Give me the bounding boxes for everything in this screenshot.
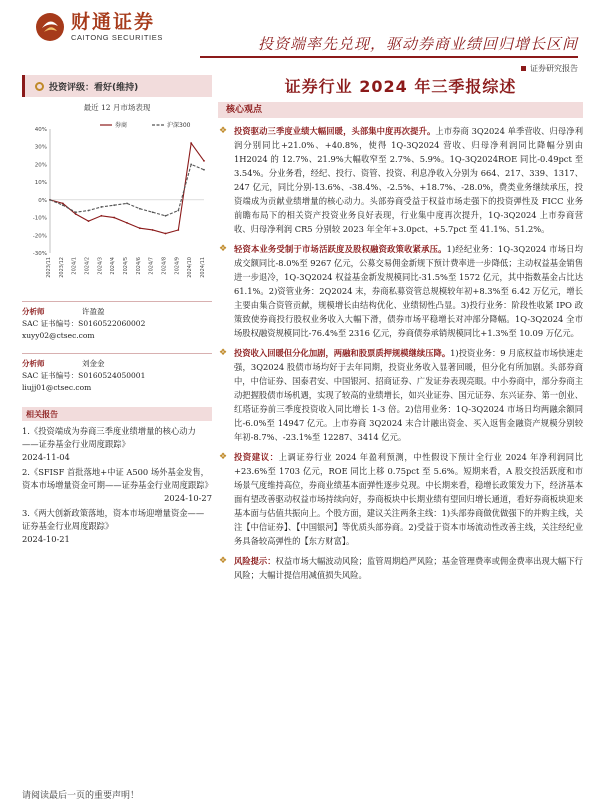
- related-report-date: 2024-11-04: [22, 452, 70, 462]
- point-body: 上调证券行业 2024 年盈利预测，中性假设下预计全行业 2024 年净利润同比+23.6%至 1703 亿元，ROE 同比上移 0.75pct 至 5.6%。短期来看，A 股交投活跃度和市场景气度维持高位，券商业绩基本面弹性逐步兑现。中长期来看，稳增长政策发力下，经济基本面有望改善驱动权益市场持续向好，券商板块中长期业绩有望回归增长通道，看好券商板块迎来基本面与估值共振向上。个股方面，建议关注两条主线：1)头部券商做优做强下的并购主线，关注【中信证券】、【中国银河】等优质头部券商。2)受益于资本市场流动性改善主线，关注经纪业务具备较高弹性的【东方财富】。: [234, 452, 583, 546]
- market-performance-chart: [22, 115, 212, 295]
- x-tick-label: 2024/8: [161, 257, 168, 275]
- related-report-date: 2024-10-21: [22, 534, 70, 544]
- y-tick-label: 30%: [34, 144, 47, 151]
- company-logo: [35, 12, 163, 42]
- logo-text-cn: 财通证券: [71, 11, 156, 33]
- analyst-name: 许盈盈: [82, 307, 105, 316]
- chart-title: 最近 12 月市场表现: [83, 103, 151, 112]
- related-report-title[interactable]: 2.《SFISF 首批落地+中证 A500 场外基金发售，资本市场增量资金可期——证券基金行业周度跟踪》: [22, 467, 213, 490]
- main-content: [218, 75, 583, 582]
- x-tick-label: 2024/6: [135, 257, 142, 275]
- x-tick-label: 2024/9: [174, 257, 181, 275]
- report-type-label: 证券研究报告: [521, 63, 578, 74]
- data-point: [62, 203, 64, 205]
- series-line-0: [50, 143, 204, 233]
- logo-mark-icon: [35, 12, 65, 42]
- diamond-bullet-icon: ❖: [219, 452, 228, 462]
- data-point: [88, 220, 90, 222]
- y-tick-label: -10%: [32, 215, 47, 222]
- data-point: [177, 210, 179, 212]
- x-tick-label: 2024/4: [110, 257, 117, 275]
- data-point: [177, 229, 179, 231]
- chart-svg: [22, 115, 212, 295]
- data-point: [165, 215, 167, 217]
- data-point: [203, 160, 205, 162]
- data-point: [139, 227, 141, 229]
- related-report-date: 2024-10-27: [164, 493, 212, 503]
- rating-text: 投资评级：看好(维持): [49, 82, 139, 93]
- core-point-1: [218, 124, 583, 236]
- investment-rating: [22, 75, 212, 97]
- analyst-sac: SAC 证书编号：S0160524050001: [22, 371, 146, 380]
- x-tick-label: 2024/3: [97, 257, 104, 275]
- core-point-2: [218, 242, 583, 340]
- data-point: [113, 217, 115, 219]
- core-point-4: [218, 450, 583, 548]
- core-views-header: 核心观点: [218, 102, 583, 118]
- related-reports-list: [22, 425, 212, 546]
- x-tick-label: 2023/12: [58, 257, 65, 278]
- y-tick-label: -20%: [32, 233, 47, 240]
- data-point: [152, 229, 154, 231]
- page-title: 证券行业 2024 年三季报综述: [284, 77, 517, 96]
- x-tick-label: 2024/1: [71, 257, 78, 275]
- point-lead: 投资建议：: [234, 452, 279, 462]
- series-line-1: [50, 164, 204, 215]
- y-tick-label: 10%: [34, 180, 47, 187]
- point-lead: 投资驱动三季度业绩大幅回暖，头部集中度再次提升。: [234, 126, 436, 136]
- logo-text-en: CAITONG SECURITIES: [71, 33, 163, 42]
- data-point: [88, 210, 90, 212]
- data-point: [49, 199, 51, 201]
- data-point: [100, 206, 102, 208]
- x-tick-label: 2024/11: [200, 257, 206, 278]
- x-tick-label: 2024/7: [148, 257, 155, 275]
- x-tick-label: 2024/2: [84, 257, 91, 275]
- diamond-bullet-icon: ❖: [219, 244, 228, 254]
- report-headline: 投资端率先兑现，驱动券商业绩回归增长区间: [257, 35, 578, 53]
- x-tick-label: 2023/11: [46, 257, 52, 278]
- point-lead: 风险提示：: [234, 556, 276, 566]
- analyst-block-1: [22, 301, 212, 347]
- point-body: 上市券商 3Q2024 单季营收、归母净利润分别同比+21.0%、+40.8%，使得 1Q-3Q2024 营收、归母净利润同比降幅分别由 1H2024 的 12.7%、21.9%大幅收窄至 2.7%、5.9%。1Q-3Q2024ROE 同比-0.49pct 至 3.54%。分业务看，经纪、投行、资管、投资、利息净收入分别为 664、217、339、1317、247 亿元，同比分别-13.6%、-38.4%、-2.5%、+18.7%、-28.0%，费类业务继续承压，投资端成为贡献业绩增量的核心动力。头部券商受益于权益市场走强下的投资弹性及 FICC 业务前瞻布局下的相关资产投资业务良好表现，行业集中度再次提升，1Q-3Q2024 上市券商营收、归母净利润 CR5 分别较 2023 年全年+3.0pct、+5.7pct 至 41.1%、51.2%。: [234, 126, 583, 234]
- point-body: 1)投资业务：9 月底权益市场快速走强，3Q2024 股债市场均好于去年同期，投资业务收入显著回暖，但分化有所加剧。头部券商中，中信证券、国泰君安、中国银河、招商证券、广发证券表现亮眼。中小券商中，部分券商主动把握股债市场机遇，实现了较高的业绩增长，如兴业证券、国元证券、东兴证券、第一创业、红塔证券前三季度投资收入同比增长 1-3 倍。2)信用业务：1Q-3Q2024 市场日均两融余额同比-6.0%至 14947 亿元。上市券商 3Q2024 末合计融出资金、买入返售金融资产规模分别较年初-8.7%、-23.1%至 12287、3414 亿元。: [234, 348, 583, 442]
- y-tick-label: 40%: [34, 127, 47, 133]
- data-point: [126, 222, 128, 224]
- analyst-role: 分析师: [22, 307, 45, 316]
- sidebar: [22, 75, 212, 548]
- data-point: [190, 142, 192, 144]
- data-point: [62, 204, 64, 206]
- core-point-5: [218, 554, 583, 582]
- analyst-sac: SAC 证书编号：S0160522060002: [22, 319, 146, 328]
- diamond-bullet-icon: ❖: [219, 556, 228, 566]
- legend-label: 券商: [115, 122, 128, 129]
- analyst-name: 刘金金: [82, 359, 105, 368]
- point-lead: 投资收入回暖但分化加剧，两融和股票质押规模继续压降。: [234, 348, 451, 358]
- data-point: [126, 203, 128, 205]
- x-tick-label: 2024/10: [187, 257, 194, 278]
- related-report-title[interactable]: 1.《投资端成为券商三季度业绩增量的核心动力——证券基金行业周度跟踪》: [22, 426, 196, 449]
- data-point: [203, 169, 205, 171]
- diamond-bullet-icon: ❖: [219, 126, 228, 136]
- data-point: [113, 204, 115, 206]
- data-point: [75, 213, 77, 215]
- data-point: [139, 208, 141, 210]
- related-report-title[interactable]: 3.《两大创新政策落地，资本市场迎增量资金——证券基金行业周度跟踪》: [22, 508, 205, 531]
- core-point-3: [218, 346, 583, 444]
- related-reports-header: 相关报告: [22, 407, 212, 421]
- data-point: [75, 211, 77, 213]
- legend-label: 沪深300: [167, 122, 191, 129]
- diamond-bullet-icon: ❖: [219, 348, 228, 358]
- analyst-email[interactable]: xuyy02@ctsec.com: [22, 331, 95, 340]
- related-report-item[interactable]: [22, 466, 212, 505]
- header-divider: [200, 56, 578, 58]
- disclaimer-footer: 请阅读最后一页的重要声明！: [22, 791, 140, 800]
- y-tick-label: 0%: [38, 197, 47, 204]
- related-report-item[interactable]: [22, 425, 212, 464]
- analyst-email[interactable]: liujj01@ctsec.com: [22, 383, 92, 392]
- rating-icon: [35, 82, 44, 91]
- point-body: 权益市场大幅波动风险；监管周期趋严风险；基金管理费率或佣金费率出现大幅下行风险；大幅计提信用减值损失风险。: [234, 556, 583, 580]
- point-lead: 轻资本业务受制于市场活跃度及股权融资政策收紧承压。: [234, 244, 447, 254]
- data-point: [100, 215, 102, 217]
- related-report-item[interactable]: [22, 507, 212, 546]
- x-tick-label: 2024/5: [123, 257, 129, 275]
- data-point: [152, 211, 154, 213]
- data-point: [190, 164, 192, 166]
- y-tick-label: 20%: [34, 162, 47, 169]
- data-point: [165, 233, 167, 235]
- y-tick-label: -30%: [32, 251, 47, 257]
- analyst-block-2: [22, 353, 212, 399]
- analyst-role: 分析师: [22, 359, 45, 368]
- point-body: 1)经纪业务：1Q-3Q2024 市场日均成交额同比-8.0%至 9267 亿元，公募交易佣金新规下预计费率进一步降低；主动权益基金销售进一步退冷，1Q-3Q2024 权益基金新发规模同比-31.5%至 1572 亿元，其中指数基金占比达 61.1%。2)资管业务：2Q2024 末，券商私募资管总规模较年初+8.3%至 6.42 万亿元，增长主要由集合资管贡献，规模增长由结构优化、业绩韧性凸显。3)投行业务：阶段性收紧 IPO 政策致使券商投行股权业务收入大幅下滑，债券市场平稳增长对冲部分降幅。1Q-3Q2024 全市场股权融资规模同比-76.4%至 2316 亿元，券商债券承销规模同比+1.3%至 10.09 万亿元。: [234, 244, 583, 338]
